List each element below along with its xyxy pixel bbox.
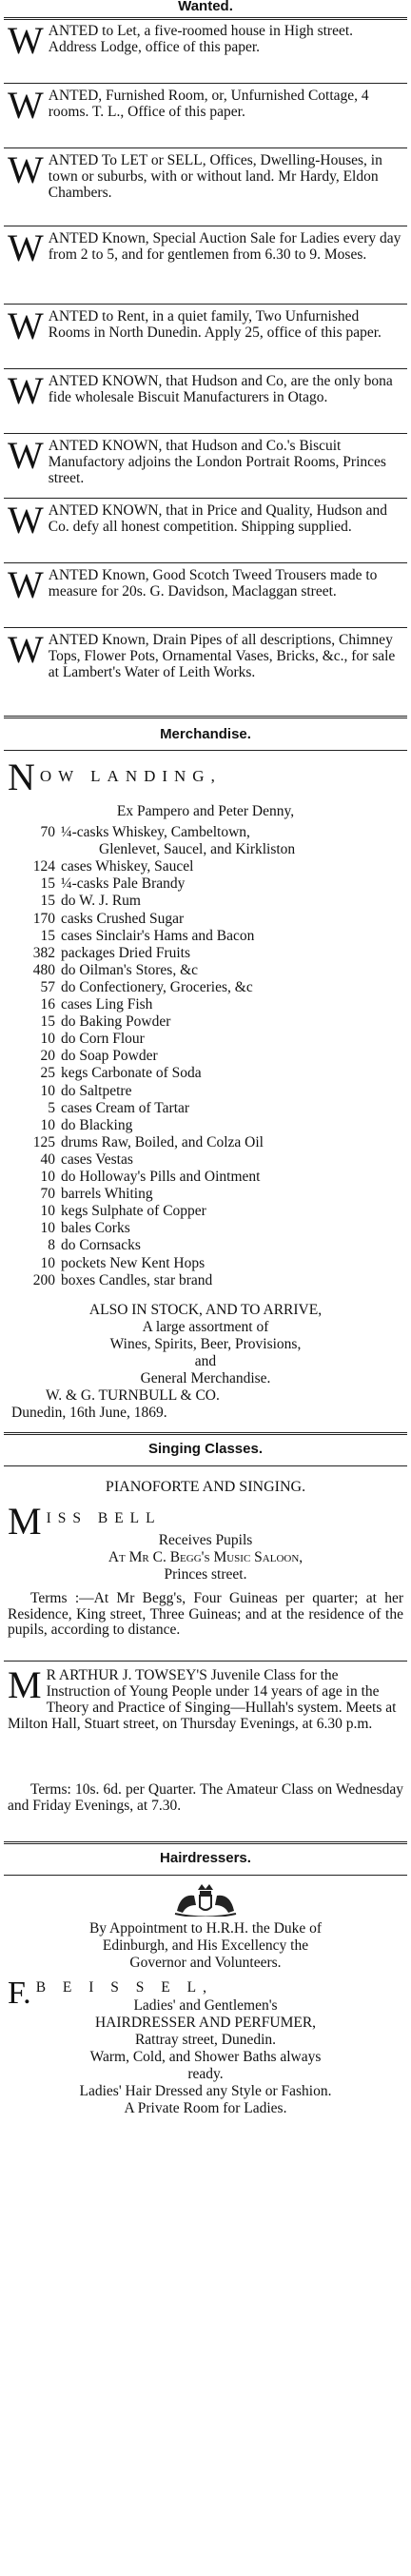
goods-description: do Blacking <box>61 1116 133 1133</box>
divider <box>4 562 407 563</box>
goods-description: cases Sinclair's Hams and Bacon <box>61 927 255 944</box>
goods-quantity: 70 <box>40 1186 55 1203</box>
wanted-ad-4: WANTED Known, Special Auction Sale for Ladies every day from 2 to 5, and for gentlemen from 6.30 to 9. Moses. <box>8 226 401 269</box>
goods-item <box>8 911 403 927</box>
goods-item <box>8 1272 403 1288</box>
towsey-terms: Terms: 10s. 6d. per Quarter. The Amateur Class on Wednesday and Friday Evenings, at 7.30. <box>8 1781 403 1814</box>
goods-quantity: 10 <box>40 1203 55 1220</box>
beissel-line: Ladies' Hair Dressed any Style or Fashion. <box>79 2083 332 2099</box>
divider <box>4 750 407 751</box>
drop-cap: W <box>8 226 44 269</box>
goods-description: kegs Carbonate of Soda <box>61 1065 202 1082</box>
beissel-line: Ladies' and Gentlemen's <box>133 1997 278 2014</box>
drop-cap: W <box>8 434 44 477</box>
goods-quantity: 15 <box>40 893 55 910</box>
goods-description: casks Crushed Sugar <box>61 910 185 927</box>
goods-description: pockets New Kent Hops <box>61 1254 206 1271</box>
goods-quantity: 15 <box>40 927 55 944</box>
drop-cap: N <box>8 756 35 798</box>
goods-quantity: 200 <box>32 1271 55 1288</box>
goods-quantity: 15 <box>40 1013 55 1031</box>
wanted-heading: Wanted. <box>178 0 233 14</box>
goods-description: cases Whiskey, Saucel <box>61 858 194 875</box>
assortment-line: and <box>194 1353 217 1369</box>
goods-item <box>8 1013 403 1030</box>
goods-description: do Soap Powder <box>61 1048 158 1065</box>
pianoforte-title: PIANOFORTE AND SINGING. <box>105 1479 306 1495</box>
divider <box>4 17 407 20</box>
drop-cap: W <box>8 84 44 127</box>
goods-item <box>8 1134 403 1150</box>
wanted-ad-5: WANTED to Rent, in a quiet family, Two Unfurnished Rooms in North Dunedin. Apply 25, office of this paper. <box>8 305 382 347</box>
beissel-line: A Private Room for Ladies. <box>124 2100 287 2116</box>
drop-cap: W <box>8 305 44 347</box>
drop-cap: W <box>8 628 44 671</box>
assortment-line: General Merchandise. <box>140 1370 271 1386</box>
goods-description: do W. J. Rum <box>61 893 141 910</box>
goods-quantity: 20 <box>40 1048 55 1065</box>
wanted-ad-9: WANTED Known, Good Scotch Tweed Trousers made to measure for 20s. G. Davidson, Maclaggan street. <box>8 563 378 606</box>
goods-description: ¼-casks Pale Brandy <box>61 875 186 893</box>
divider <box>4 147 407 148</box>
also-in-stock: ALSO IN STOCK, AND TO ARRIVE, <box>88 1302 323 1318</box>
beissel-line: ready. <box>187 2066 224 2082</box>
goods-description: kegs Sulphate of Copper <box>61 1203 206 1220</box>
goods-quantity: 25 <box>40 1065 55 1082</box>
goods-item <box>8 962 403 978</box>
goods-item <box>8 928 403 944</box>
dateline: Dunedin, 16th June, 1869. <box>11 1405 167 1421</box>
goods-description: do Baking Powder <box>61 1013 171 1031</box>
royal-crest-icon <box>167 1882 244 1917</box>
goods-quantity: 10 <box>40 1116 55 1133</box>
goods-quantity: 10 <box>40 1169 55 1185</box>
divider <box>4 368 407 369</box>
goods-item <box>8 858 403 875</box>
divider <box>4 1661 407 1662</box>
divider <box>4 716 407 718</box>
goods-quantity: 125 <box>32 1133 55 1150</box>
goods-description: boxes Candles, star brand <box>61 1271 213 1288</box>
drop-cap: M <box>8 1663 42 1706</box>
goods-description: barrels Whiting <box>61 1186 153 1203</box>
goods-description: cases Vestas <box>61 1150 133 1168</box>
beissel-line: HAIRDRESSER AND PERFUMER, <box>94 2015 317 2031</box>
beissel-name: F. B E I S S E L, <box>8 1976 213 2011</box>
hairdressers-heading: Hairdressers. <box>160 1850 251 1866</box>
goods-description: drums Raw, Boiled, and Colza Oil <box>61 1133 264 1150</box>
divider <box>4 1465 407 1466</box>
divider <box>4 83 407 84</box>
goods-description: bales Corks <box>61 1220 130 1237</box>
divider <box>4 627 407 628</box>
goods-quantity: 10 <box>40 1254 55 1271</box>
goods-quantity: 170 <box>32 910 55 927</box>
goods-quantity: 15 <box>40 875 55 893</box>
wanted-ad-7: WANTED KNOWN, that Hudson and Co.'s Biscuit Manufactory adjoins the London Portrait Rooms, Princes street. <box>8 434 386 486</box>
goods-quantity: 480 <box>32 961 55 978</box>
goods-item <box>8 1255 403 1271</box>
goods-quantity: 10 <box>40 1082 55 1099</box>
goods-item <box>8 1065 403 1081</box>
goods-item <box>8 1117 403 1133</box>
goods-item <box>8 996 403 1013</box>
goods-quantity: 8 <box>48 1237 55 1254</box>
goods-item <box>8 1169 403 1185</box>
drop-cap: F. <box>8 1976 31 2011</box>
goods-item <box>8 1031 403 1047</box>
goods-item <box>8 893 403 909</box>
goods-quantity: 16 <box>40 996 55 1013</box>
goods-item <box>8 979 403 995</box>
goods-item <box>8 1220 403 1236</box>
drop-cap: W <box>8 499 44 541</box>
goods-description: packages Dried Fruits <box>61 944 191 961</box>
drop-cap: W <box>8 19 44 62</box>
goods-item <box>8 875 403 892</box>
wanted-ad-10: WANTED Known, Drain Pipes of all descriptions, Chimney Tops, Flower Pots, Ornamental Vases, Bricks, &c., for sale at Lambert's Water of Leith Works. <box>8 628 396 680</box>
firm-name: W. & G. TURNBULL & CO. <box>46 1387 220 1404</box>
appointment-line: Governor and Volunteers. <box>129 1955 282 1971</box>
goods-quantity: 57 <box>40 978 55 995</box>
bell-line: At Mr C. Begg's Music Saloon, <box>108 1549 303 1565</box>
goods-quantity: 382 <box>32 944 55 961</box>
goods-item <box>8 824 403 840</box>
now-landing-title: NOW LANDING, <box>8 756 222 798</box>
goods-description: do Cornsacks <box>61 1237 141 1254</box>
divider <box>4 498 407 499</box>
drop-cap: W <box>8 369 44 412</box>
wanted-ad-2: WANTED, Furnished Room, or, Unfurnished Cottage, 4 rooms. T. L., Office of this paper. <box>8 84 369 127</box>
goods-item <box>8 1083 403 1099</box>
goods-item <box>8 1100 403 1116</box>
bell-line: Princes street. <box>164 1566 247 1583</box>
assortment-line: Wines, Spirits, Beer, Provisions, <box>109 1336 302 1352</box>
divider <box>4 1875 407 1876</box>
bell-terms: Terms :—At Mr Begg's, Four Guineas per quarter; at her Residence, King street, Three Guineas; and at the residence of the pupils, according to distance. <box>8 1590 403 1638</box>
appointment-line: By Appointment to H.R.H. the Duke of <box>88 1920 323 1937</box>
goods-item <box>8 841 403 857</box>
goods-quantity: 40 <box>40 1150 55 1168</box>
beissel-line: Rattray street, Dunedin. <box>134 2032 277 2048</box>
goods-description: ¼-casks Whiskey, Cambeltown, <box>61 824 250 840</box>
drop-cap: M <box>8 1500 42 1543</box>
wanted-ad-8: WANTED KNOWN, that in Price and Quality, Hudson and Co. defy all honest competition. Shipping supplied. <box>8 499 388 541</box>
goods-quantity: 10 <box>40 1031 55 1048</box>
goods-quantity: 10 <box>40 1220 55 1237</box>
goods-item <box>8 945 403 961</box>
divider <box>4 1841 407 1844</box>
goods-item <box>8 1237 403 1253</box>
wanted-ad-6: WANTED KNOWN, that Hudson and Co, are the only bona fide wholesale Biscuit Manufacturers in Otago. <box>8 369 393 412</box>
bell-line: Receives Pupils <box>158 1532 253 1548</box>
goods-description: do Confectionery, Groceries, &c <box>61 978 253 995</box>
drop-cap: W <box>8 148 44 191</box>
wanted-ad-1: WANTED to Let, a five-roomed house in High street. Address Lodge, office of this paper. <box>8 19 354 62</box>
drop-cap: W <box>8 563 44 606</box>
goods-item <box>8 1186 403 1202</box>
goods-description: do Corn Flour <box>61 1031 145 1048</box>
merchandise-heading: Merchandise. <box>160 726 251 742</box>
goods-description: Glenlevet, Saucel, and Kirkliston <box>99 841 296 858</box>
towsey-ad: M R ARTHUR J. TOWSEY'S Juvenile Class for the Instruction of Young People under 14 years of age in the Theory and Practice of Singing—Hullah's system. Meets at Milton Hall, Stuart street, on Thursday Evenings, at 6.30 p.m. <box>8 1663 397 1732</box>
singing-heading: Singing Classes. <box>147 1441 264 1457</box>
goods-description: do Holloway's Pills and Ointment <box>61 1169 261 1185</box>
goods-item <box>8 1048 403 1064</box>
goods-quantity: 124 <box>32 858 55 875</box>
goods-description: cases Cream of Tartar <box>61 1099 190 1116</box>
miss-bell-name: MISS BELL <box>8 1500 162 1543</box>
wanted-ad-3: WANTED To LET or SELL, Offices, Dwelling-Houses, in town or suburbs, with or without land. Mr Hardy, Eldon Chambers. <box>8 148 382 201</box>
divider <box>4 1432 407 1435</box>
goods-description: cases Ling Fish <box>61 996 153 1013</box>
goods-description: do Oilman's Stores, &c <box>61 961 199 978</box>
ship-names: Ex Pampero and Peter Denny, <box>116 803 295 819</box>
divider <box>4 304 407 305</box>
goods-description: do Saltpetre <box>61 1082 132 1099</box>
goods-quantity: 70 <box>40 824 55 840</box>
goods-item <box>8 1203 403 1219</box>
assortment-line: A large assortment of <box>142 1319 269 1335</box>
divider <box>4 433 407 434</box>
goods-item <box>8 1151 403 1168</box>
appointment-line: Edinburgh, and His Excellency the <box>102 1937 309 1954</box>
beissel-line: Warm, Cold, and Shower Baths always <box>89 2049 322 2065</box>
goods-quantity: 5 <box>48 1099 55 1116</box>
